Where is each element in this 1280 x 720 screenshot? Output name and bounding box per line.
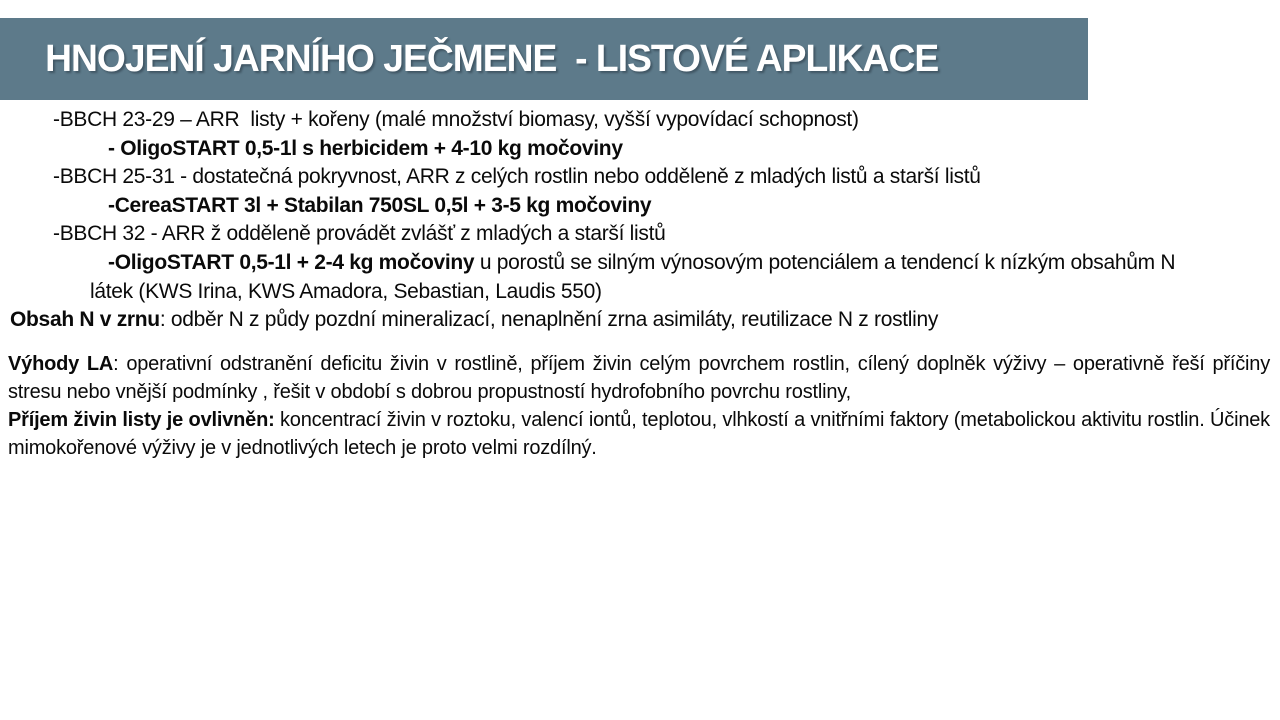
text-segment: : odběr N z půdy pozdní mineralizací, nenaplnění zrna asimiláty, reutilizace N z rostliny bbox=[159, 308, 939, 332]
text-line bbox=[53, 163, 1280, 192]
text-segment: : operativní odstranění deficitu živin v rostlině, příjem živin celým povrchem rostlin, cílený doplněk výživy – operativně řeší příčiny stresu nebo vnější podmínky , řešit v období s dobrou propustností hydrofobního povrchu rostliny, bbox=[8, 352, 1271, 403]
paragraph-block bbox=[0, 350, 1280, 462]
text-segment: - OligoSTART 0,5-1l s herbicidem + 4-10 kg močoviny bbox=[108, 136, 623, 160]
title-band bbox=[0, 18, 1088, 100]
bullet-block bbox=[0, 106, 1280, 335]
paragraph bbox=[8, 350, 1270, 406]
text-segment: -BBCH 25-31 - dostatečná pokryvnost, ARR z celých rostlin nebo odděleně z mladých listů a starší listů bbox=[53, 165, 981, 189]
text-segment: Příjem živin listy je ovlivněn: bbox=[8, 408, 275, 431]
text-line bbox=[53, 220, 1280, 249]
text-line bbox=[90, 278, 1280, 307]
slide-title: HNOJENÍ JARNÍHO JEČMENE - LISTOVÉ APLIKACE bbox=[45, 38, 939, 80]
slide-body bbox=[0, 106, 1280, 462]
text-line bbox=[10, 306, 1280, 335]
text-segment: -CereaSTART 3l + Stabilan 750SL 0,5l + 3-5 kg močoviny bbox=[108, 193, 652, 217]
text-line bbox=[108, 249, 1280, 278]
text-segment: -BBCH 32 - ARR ž odděleně provádět zvlášť z mladých a starší listů bbox=[53, 222, 666, 246]
text-segment: Obsah N v zrnu bbox=[10, 308, 160, 332]
text-line bbox=[53, 106, 1280, 135]
text-segment: -BBCH 23-29 – ARR listy + kořeny (malé množství biomasy, vyšší vypovídací schopnost) bbox=[53, 108, 859, 131]
text-line bbox=[108, 135, 1280, 164]
text-segment: Výhody LA bbox=[8, 352, 114, 375]
text-segment: u porostů se silným výnosovým potenciálem a tendencí k nízkým obsahům N bbox=[474, 250, 1176, 274]
paragraph bbox=[8, 406, 1270, 462]
text-segment: koncentrací živin v roztoku, valencí iontů, teplotou, vlhkostí a vnitřními faktory (metabolickou aktivitu rostlin. Účinek mimokořenové výživy je v jednotlivých letech je proto velmi rozdílný. bbox=[8, 408, 1270, 459]
text-segment: -OligoSTART 0,5-1l + 2-4 kg močoviny bbox=[108, 250, 475, 274]
text-segment: látek (KWS Irina, KWS Amadora, Sebastian, Laudis 550) bbox=[90, 279, 602, 303]
text-line bbox=[108, 192, 1280, 221]
